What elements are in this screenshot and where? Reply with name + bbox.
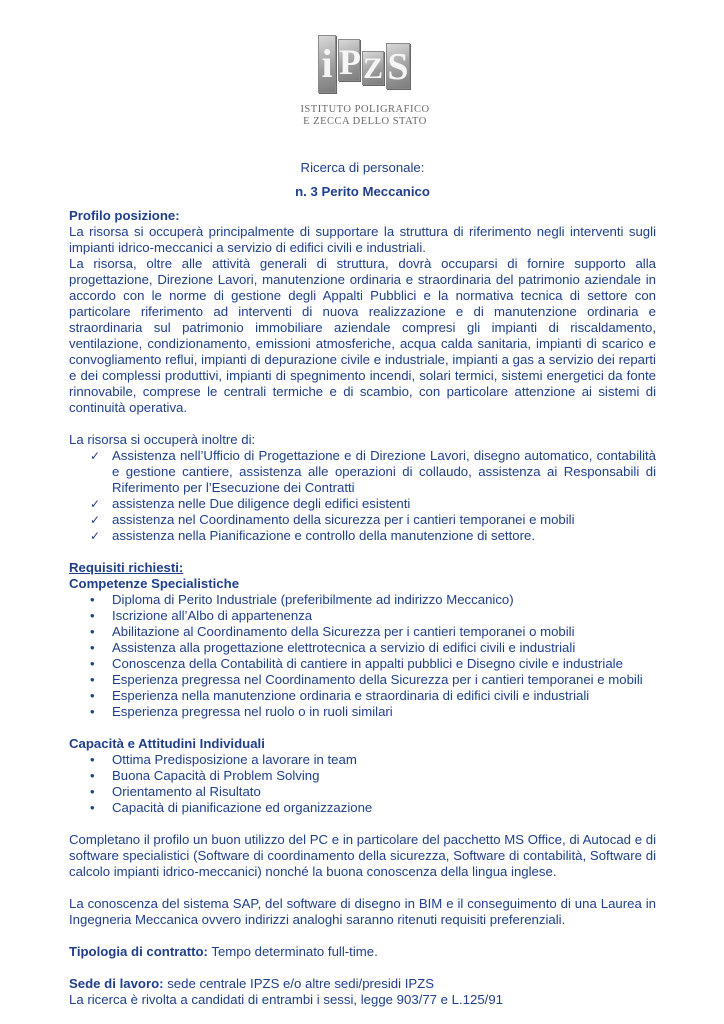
- check-icon: ✓: [90, 497, 101, 511]
- check-icon: ✓: [90, 449, 101, 463]
- list-item: • Capacità di pianificazione ed organizzazione: [90, 800, 373, 815]
- list-item: • Orientamento al Risultato: [90, 784, 261, 799]
- bullet-icon: •: [90, 672, 95, 687]
- capacita-title: Capacità e Attitudini Individuali: [69, 736, 265, 751]
- bullet-icon: •: [90, 640, 95, 655]
- bullet-icon: •: [90, 768, 95, 783]
- list-item: • Assistenza alla progettazione elettrotecnica a servizio di edifici civili e industriali: [90, 640, 576, 655]
- requisiti-list: [69, 592, 656, 720]
- list-item: • Diploma di Perito Industriale (preferibilmente ad indirizzo Meccanico): [90, 592, 514, 607]
- completano-paragraph: Completano il profilo un buon utilizzo del PC e in particolare del pacchetto MS Office, di Autocad e di software specialistici (Software di coordinamento della sicurezza, Software di contabilità, Software di calcolo impianti idrico-meccanici) nonché la buona conoscenza della lingua inglese.: [69, 832, 656, 879]
- logo-text-line2: E ZECCA DELLO STATO: [303, 116, 427, 127]
- logo-letter-i: i: [318, 35, 336, 93]
- profilo-p1: La risorsa si occuperà principalmente di supportare la struttura di riferimento negli interventi sugli impianti idrico-meccanici a servizio di edifici civili e industriali.: [69, 224, 656, 255]
- sede-value: sede centrale IPZS e/o altre sedi/presidi IPZS: [163, 976, 435, 991]
- ipzs-logo: [290, 20, 440, 132]
- logo-text-line1: ISTITUTO POLIGRAFICO: [300, 104, 430, 115]
- bullet-icon: •: [90, 800, 95, 815]
- bullet-icon: •: [90, 624, 95, 639]
- contratto-label: Tipologia di contratto:: [69, 944, 208, 959]
- bullet-icon: •: [90, 656, 95, 671]
- contratto-value: Tempo determinato full-time.: [207, 944, 378, 959]
- footer-note: La ricerca è rivolta a candidati di entrambi i sessi, legge 903/77 e L.125/91: [69, 992, 503, 1007]
- list-item: • Esperienza nella manutenzione ordinaria e straordinaria di edifici civili e industriali: [90, 688, 590, 703]
- sede-line: [69, 976, 656, 992]
- capacita-list: [69, 752, 656, 816]
- list-item: • Abilitazione al Coordinamento della Sicurezza per i cantieri temporanei o mobili: [90, 624, 575, 639]
- page-title: n. 3 Perito Meccanico: [295, 184, 430, 199]
- check-icon: ✓: [90, 513, 101, 527]
- logo-letter-z: Z: [363, 52, 384, 85]
- list-item: • Esperienza pregressa nel Coordinamento della Sicurezza per i cantieri temporanei e mobili: [90, 672, 643, 687]
- logo-blocks: [318, 25, 412, 97]
- sede-label: Sede di lavoro:: [69, 976, 164, 991]
- bullet-icon: •: [90, 592, 95, 607]
- list-item: • Iscrizione all’Albo di appartenenza: [90, 608, 313, 623]
- bullet-icon: •: [90, 608, 95, 623]
- check-icon: ✓: [90, 529, 101, 543]
- sap-paragraph: La conoscenza del sistema SAP, del software di disegno in BIM e il conseguimento di una Laurea in Ingegneria Meccanica ovvero indirizzi analoghi saranno ritenuti requisiti preferenziali.: [69, 896, 656, 927]
- list-item: • Conoscenza della Contabilità di cantiere in appalti pubblici e Disegno civile e industriale: [90, 656, 623, 671]
- list-item: ✓ assistenza nelle Due diligence degli edifici esistenti: [90, 496, 411, 511]
- profilo-list: [69, 448, 656, 544]
- list-item: ✓ Assistenza nell’Ufficio di Progettazione e di Direzione Lavori, disegno automatico, contabilità e gestione cantiere, assistenza alle operazioni di collaudo, assistenza ai Responsabili di Riferimento per l’Esecuzione dei Contratti: [90, 448, 656, 495]
- logo-letter-p: P: [338, 39, 360, 81]
- contratto-line: [69, 944, 656, 960]
- list-item: ✓ assistenza nel Coordinamento della sicurezza per i cantieri temporanei e mobili: [90, 512, 575, 527]
- list-item: • Ottima Predisposizione a lavorare in team: [90, 752, 357, 767]
- requisiti-title: Requisiti richiesti:: [69, 560, 184, 575]
- header-line1: Ricerca di personale:: [300, 160, 425, 175]
- logo-letter-s: S: [386, 43, 410, 89]
- list-item: • Buona Capacità di Problem Solving: [90, 768, 320, 783]
- list-item: ✓ assistenza nella Pianificazione e controllo della manutenzione di settore.: [90, 528, 535, 543]
- bullet-icon: •: [90, 704, 95, 719]
- document-body: [69, 160, 656, 1008]
- bullet-icon: •: [90, 752, 95, 767]
- requisiti-subtitle: Competenze Specialistiche: [69, 576, 240, 591]
- list-item: • Esperienza pregressa nel ruolo o in ruoli similari: [90, 704, 393, 719]
- bullet-icon: •: [90, 688, 95, 703]
- bullet-icon: •: [90, 784, 95, 799]
- profilo-intro: La risorsa si occuperà inoltre di:: [69, 432, 256, 447]
- profilo-title: Profilo posizione:: [69, 208, 180, 223]
- profilo-p2: La risorsa, oltre alle attività generali di struttura, dovrà occuparsi di fornire supporto alla progettazione, Direzione Lavori, manutenzione ordinaria e straordinaria del patrimonio aziendale in accordo con le norme di gestione degli Appalti Pubblici e la normativa tecnica di settore con particolare riferimento ad interventi di nuova realizzazione e di manutenzione ordinaria e straordinaria sul patrimonio immobiliare aziendale compresi gli impianti di riscaldamento, ventilazione, condizionamento, emissioni atmosferiche, acqua calda sanitaria, impianti di scarico e convogliamento reflui, impianti di depurazione civile e industriale, impianti a gas a servizio dei reparti e dei complessi produttivi, impianti di spegnimento incendi, solari termici, sistemi energetici da fonte rinnovabile, comprese le centrali termiche e di scambio, con particolare attenzione ai sistemi di continuità operativa.: [69, 256, 656, 415]
- logo-text: [290, 104, 440, 128]
